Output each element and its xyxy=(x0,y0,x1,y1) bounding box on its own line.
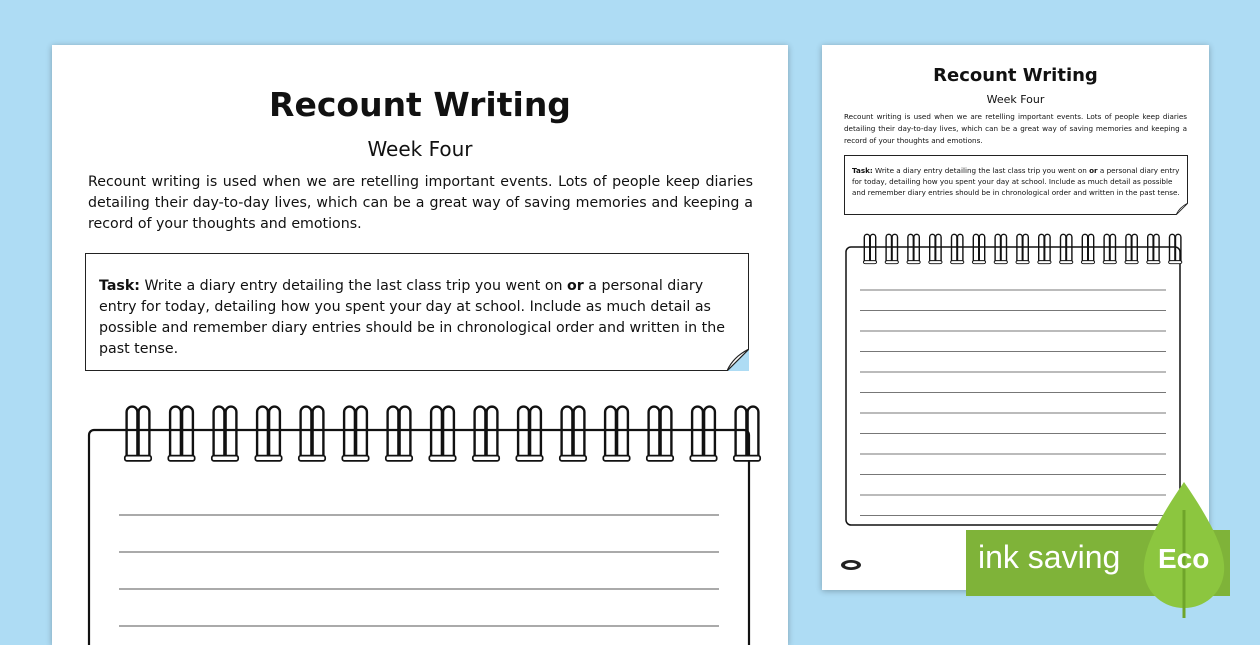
notebook-page xyxy=(846,247,1180,525)
task-text-part2: a personal diary entry for today, detailing how you spent your day at school. Include as much detail as possible and remember diary entries should be in chronological order and written in the past tense. xyxy=(99,278,725,357)
task-text-part2-small: a personal diary entry for today, detailing how you spent your day at school. Include as much detail as possible and remember diary entries should be in chronological order and written in the past tense. xyxy=(852,166,1180,197)
worksheet-title-small: Recount Writing xyxy=(933,65,1098,86)
task-text-or: or xyxy=(567,278,584,294)
intro-paragraph: Recount writing is used when we are retelling important events. Lots of people keep diaries detailing their day-to-day lives, which can be a great way of saving memories and keeping a record of your thoughts and emotions. xyxy=(88,174,753,232)
task-label-small: Task: xyxy=(852,166,873,175)
eco-label: Eco xyxy=(1158,543,1210,574)
intro-paragraph-small: Recount writing is used when we are retelling important events. Lots of people keep diaries detailing their day-to-day lives, which can be a great way of saving memories and keeping a record of your thoughts and emotions. xyxy=(844,112,1187,145)
spiral-notebook xyxy=(52,45,788,645)
logo-icon xyxy=(840,559,862,571)
worksheet-subtitle-small: Week Four xyxy=(986,93,1045,106)
task-text-part1: Write a diary entry detailing the last class trip you went on xyxy=(139,278,568,294)
notebook-page xyxy=(89,430,749,645)
worksheet-title: Recount Writing xyxy=(269,85,571,124)
worksheet-page-large xyxy=(52,45,788,645)
worksheet-subtitle: Week Four xyxy=(367,137,473,161)
ink-saving-label: ink saving xyxy=(978,539,1121,575)
task-text-part1-small: Write a diary entry detailing the last class trip you went on xyxy=(872,166,1090,175)
task-label: Task: xyxy=(99,278,140,294)
task-text-or-small: or xyxy=(1089,166,1098,175)
